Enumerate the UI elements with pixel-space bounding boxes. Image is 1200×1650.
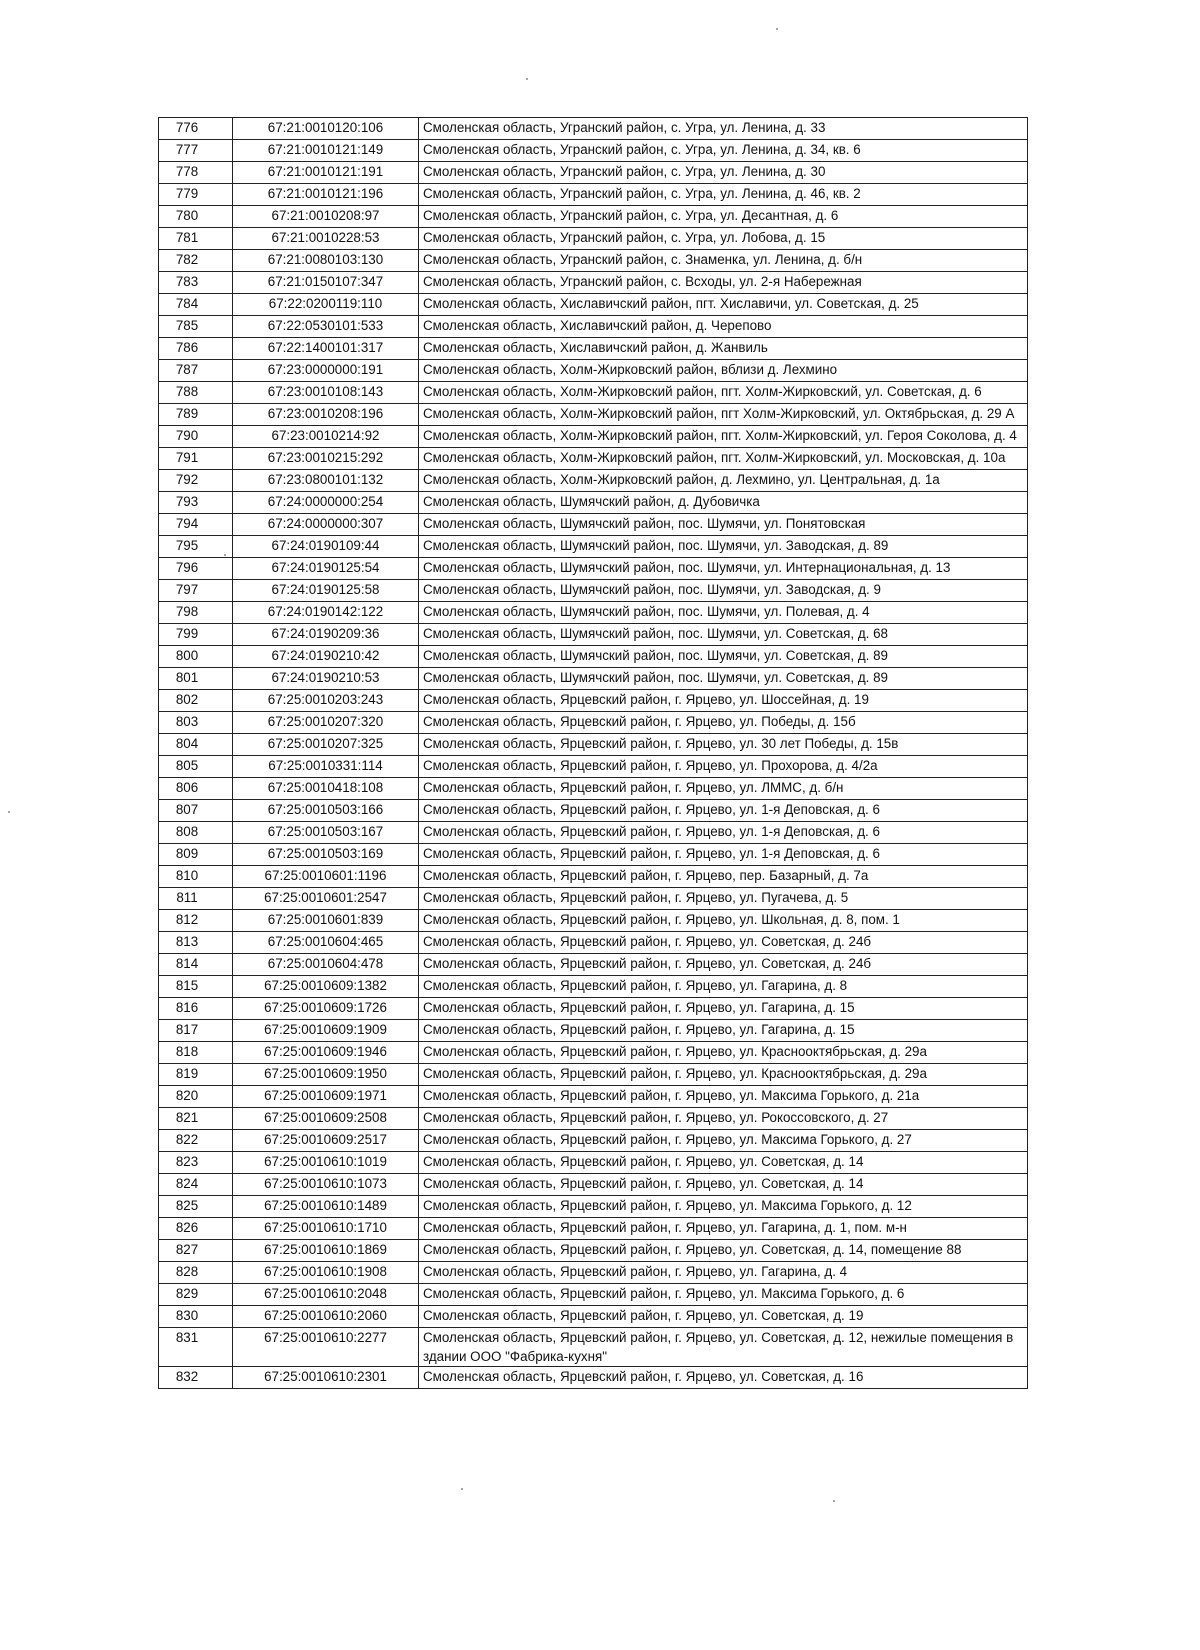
address-cell: Смоленская область, Ярцевский район, г. Ярцево, ул. Советская, д. 14 <box>419 1152 1028 1174</box>
row-number-cell: 796 <box>159 558 233 580</box>
cadastral-number-cell: 67:25:0010207:320 <box>233 712 419 734</box>
row-number-cell: 825 <box>159 1196 233 1218</box>
cadastral-number-cell: 67:25:0010610:1019 <box>233 1152 419 1174</box>
table-row <box>159 888 1028 910</box>
table-row <box>159 734 1028 756</box>
address-cell: Смоленская область, Ярцевский район, г. Ярцево, ул. Шоссейная, д. 19 <box>419 690 1028 712</box>
table-row <box>159 1086 1028 1108</box>
cadastral-number-cell: 67:21:0010121:191 <box>233 162 419 184</box>
table-row <box>159 1020 1028 1042</box>
cadastral-number-cell: 67:21:0010228:53 <box>233 228 419 250</box>
table-row <box>159 602 1028 624</box>
cadastral-number-cell: 67:25:0010503:166 <box>233 800 419 822</box>
row-number-cell: 820 <box>159 1086 233 1108</box>
row-number-cell: 776 <box>159 118 233 140</box>
cadastral-number-cell: 67:21:0010121:149 <box>233 140 419 162</box>
cadastral-number-cell: 67:25:0010609:1946 <box>233 1042 419 1064</box>
cadastral-number-cell: 67:21:0080103:130 <box>233 250 419 272</box>
cadastral-number-cell: 67:25:0010609:1382 <box>233 976 419 998</box>
row-number-cell: 830 <box>159 1306 233 1328</box>
row-number-cell: 777 <box>159 140 233 162</box>
row-number-cell: 819 <box>159 1064 233 1086</box>
row-number-cell: 829 <box>159 1284 233 1306</box>
address-cell: Смоленская область, Шумячский район, пос. Шумячи, ул. Советская, д. 68 <box>419 624 1028 646</box>
table-row <box>159 382 1028 404</box>
row-number-cell: 809 <box>159 844 233 866</box>
table-row <box>159 910 1028 932</box>
address-cell: Смоленская область, Угранский район, с. Знаменка, ул. Ленина, д. б/н <box>419 250 1028 272</box>
address-cell: Смоленская область, Шумячский район, пос. Шумячи, ул. Заводская, д. 9 <box>419 580 1028 602</box>
row-number-cell: 827 <box>159 1240 233 1262</box>
address-cell: Смоленская область, Ярцевский район, г. Ярцево, ул. Пугачева, д. 5 <box>419 888 1028 910</box>
row-number-cell: 823 <box>159 1152 233 1174</box>
row-number-cell: 799 <box>159 624 233 646</box>
scan-speck <box>776 28 778 30</box>
address-cell: Смоленская область, Хиславичский район, д. Черепово <box>419 316 1028 338</box>
table-row <box>159 976 1028 998</box>
table-row <box>159 470 1028 492</box>
table-row <box>159 184 1028 206</box>
cadastral-number-cell: 67:25:0010610:1073 <box>233 1174 419 1196</box>
row-number-cell: 814 <box>159 954 233 976</box>
address-cell: Смоленская область, Ярцевский район, г. Ярцево, ул. Гагарина, д. 15 <box>419 1020 1028 1042</box>
address-cell: Смоленская область, Ярцевский район, г. Ярцево, ул. 1-я Деповская, д. 6 <box>419 822 1028 844</box>
table-body <box>159 118 1028 1389</box>
table-row <box>159 800 1028 822</box>
row-number-cell: 781 <box>159 228 233 250</box>
cadastral-number-cell: 67:25:0010610:2301 <box>233 1367 419 1389</box>
row-number-cell: 804 <box>159 734 233 756</box>
table-row <box>159 1284 1028 1306</box>
cadastral-number-cell: 67:21:0010121:196 <box>233 184 419 206</box>
address-cell: Смоленская область, Хиславичский район, пгт. Хиславичи, ул. Советская, д. 25 <box>419 294 1028 316</box>
row-number-cell: 815 <box>159 976 233 998</box>
table-row <box>159 624 1028 646</box>
address-cell: Смоленская область, Хиславичский район, д. Жанвиль <box>419 338 1028 360</box>
cadastral-number-cell: 67:25:0010610:2048 <box>233 1284 419 1306</box>
cadastral-number-cell: 67:25:0010610:2060 <box>233 1306 419 1328</box>
table-row <box>159 954 1028 976</box>
table-row <box>159 1306 1028 1328</box>
row-number-cell: 802 <box>159 690 233 712</box>
address-cell: Смоленская область, Ярцевский район, г. Ярцево, ул. Советская, д. 16 <box>419 1367 1028 1389</box>
row-number-cell: 798 <box>159 602 233 624</box>
row-number-cell: 783 <box>159 272 233 294</box>
table-row <box>159 866 1028 888</box>
row-number-cell: 800 <box>159 646 233 668</box>
cadastral-number-cell: 67:25:0010610:1869 <box>233 1240 419 1262</box>
table-row <box>159 338 1028 360</box>
cadastral-number-cell: 67:25:0010609:2517 <box>233 1130 419 1152</box>
row-number-cell: 812 <box>159 910 233 932</box>
row-number-cell: 788 <box>159 382 233 404</box>
row-number-cell: 786 <box>159 338 233 360</box>
cadastral-number-cell: 67:25:0010609:2508 <box>233 1108 419 1130</box>
cadastral-number-cell: 67:22:0530101:533 <box>233 316 419 338</box>
cadastral-number-cell: 67:25:0010503:167 <box>233 822 419 844</box>
address-cell: Смоленская область, Ярцевский район, г. Ярцево, ул. Гагарина, д. 4 <box>419 1262 1028 1284</box>
address-cell: Смоленская область, Холм-Жирковский район, пгт. Холм-Жирковский, ул. Героя Соколова, д. 4 <box>419 426 1028 448</box>
table-row <box>159 118 1028 140</box>
address-cell: Смоленская область, Шумячский район, д. Дубовичка <box>419 492 1028 514</box>
address-cell: Смоленская область, Ярцевский район, г. Ярцево, ул. Победы, д. 15б <box>419 712 1028 734</box>
table-row <box>159 492 1028 514</box>
cadastral-number-cell: 67:25:0010601:839 <box>233 910 419 932</box>
cadastral-number-cell: 67:23:0010108:143 <box>233 382 419 404</box>
cadastral-number-cell: 67:21:0010120:106 <box>233 118 419 140</box>
cadastral-number-cell: 67:25:0010207:325 <box>233 734 419 756</box>
address-cell: Смоленская область, Ярцевский район, г. Ярцево, ул. Школьная, д. 8, пом. 1 <box>419 910 1028 932</box>
address-cell: Смоленская область, Холм-Жирковский район, вблизи д. Лехмино <box>419 360 1028 382</box>
table-row <box>159 140 1028 162</box>
row-number-cell: 785 <box>159 316 233 338</box>
table-row <box>159 778 1028 800</box>
address-cell: Смоленская область, Шумячский район, пос. Шумячи, ул. Интернациональная, д. 13 <box>419 558 1028 580</box>
row-number-cell: 817 <box>159 1020 233 1042</box>
cadastral-number-cell: 67:25:0010601:1196 <box>233 866 419 888</box>
address-cell: Смоленская область, Холм-Жирковский район, пгт Холм-Жирковский, ул. Октябрьская, д. 29 А <box>419 404 1028 426</box>
table-row <box>159 250 1028 272</box>
cadastral-number-cell: 67:21:0010208:97 <box>233 206 419 228</box>
address-cell: Смоленская область, Ярцевский район, г. Ярцево, ул. 30 лет Победы, д. 15в <box>419 734 1028 756</box>
address-cell: Смоленская область, Холм-Жирковский район, пгт. Холм-Жирковский, ул. Московская, д. 10а <box>419 448 1028 470</box>
table-row <box>159 668 1028 690</box>
address-cell: Смоленская область, Ярцевский район, г. Ярцево, ул. Советская, д. 12, нежилые помещения в здании ООО "Фабрика-кухня" <box>419 1328 1028 1367</box>
address-cell: Смоленская область, Холм-Жирковский район, пгт. Холм-Жирковский, ул. Советская, д. 6 <box>419 382 1028 404</box>
cadastral-number-cell: 67:24:0190142:122 <box>233 602 419 624</box>
cadastral-number-cell: 67:24:0190210:42 <box>233 646 419 668</box>
table-row <box>159 756 1028 778</box>
cadastral-number-cell: 67:24:0000000:307 <box>233 514 419 536</box>
row-number-cell: 824 <box>159 1174 233 1196</box>
row-number-cell: 831 <box>159 1328 233 1367</box>
row-number-cell: 797 <box>159 580 233 602</box>
row-number-cell: 791 <box>159 448 233 470</box>
address-cell: Смоленская область, Ярцевский район, г. Ярцево, ул. Советская, д. 19 <box>419 1306 1028 1328</box>
row-number-cell: 782 <box>159 250 233 272</box>
table-row <box>159 580 1028 602</box>
table-row <box>159 1108 1028 1130</box>
cadastral-number-cell: 67:24:0190125:54 <box>233 558 419 580</box>
row-number-cell: 811 <box>159 888 233 910</box>
cadastral-number-cell: 67:25:0010503:169 <box>233 844 419 866</box>
table-row <box>159 646 1028 668</box>
row-number-cell: 813 <box>159 932 233 954</box>
scan-speck <box>224 554 226 556</box>
address-cell: Смоленская область, Ярцевский район, г. Ярцево, ул. Советская, д. 14 <box>419 1174 1028 1196</box>
address-cell: Смоленская область, Ярцевский район, г. Ярцево, пер. Базарный, д. 7а <box>419 866 1028 888</box>
cadastral-number-cell: 67:25:0010610:1489 <box>233 1196 419 1218</box>
address-cell: Смоленская область, Угранский район, с. Угра, ул. Десантная, д. 6 <box>419 206 1028 228</box>
address-cell: Смоленская область, Ярцевский район, г. Ярцево, ул. Советская, д. 24б <box>419 932 1028 954</box>
address-cell: Смоленская область, Ярцевский район, г. Ярцево, ул. Гагарина, д. 8 <box>419 976 1028 998</box>
cadastral-number-cell: 67:25:0010331:114 <box>233 756 419 778</box>
table-row <box>159 1328 1028 1367</box>
address-cell: Смоленская область, Шумячский район, пос. Шумячи, ул. Понятовская <box>419 514 1028 536</box>
table-row <box>159 1042 1028 1064</box>
property-table <box>158 117 1028 1389</box>
cadastral-number-cell: 67:24:0190210:53 <box>233 668 419 690</box>
row-number-cell: 787 <box>159 360 233 382</box>
address-cell: Смоленская область, Ярцевский район, г. Ярцево, ул. Советская, д. 14, помещение 88 <box>419 1240 1028 1262</box>
row-number-cell: 808 <box>159 822 233 844</box>
table-row <box>159 1130 1028 1152</box>
row-number-cell: 818 <box>159 1042 233 1064</box>
table-row <box>159 1174 1028 1196</box>
row-number-cell: 795 <box>159 536 233 558</box>
cadastral-number-cell: 67:25:0010604:478 <box>233 954 419 976</box>
table-row <box>159 932 1028 954</box>
cadastral-number-cell: 67:24:0000000:254 <box>233 492 419 514</box>
cadastral-number-cell: 67:25:0010601:2547 <box>233 888 419 910</box>
table-row <box>159 162 1028 184</box>
cadastral-number-cell: 67:22:0200119:110 <box>233 294 419 316</box>
row-number-cell: 821 <box>159 1108 233 1130</box>
address-cell: Смоленская область, Ярцевский район, г. Ярцево, ул. Прохорова, д. 4/2а <box>419 756 1028 778</box>
address-cell: Смоленская область, Шумячский район, пос. Шумячи, ул. Советская, д. 89 <box>419 668 1028 690</box>
row-number-cell: 805 <box>159 756 233 778</box>
row-number-cell: 803 <box>159 712 233 734</box>
table-row <box>159 1367 1028 1389</box>
cadastral-number-cell: 67:25:0010609:1909 <box>233 1020 419 1042</box>
cadastral-number-cell: 67:23:0010215:292 <box>233 448 419 470</box>
address-cell: Смоленская область, Угранский район, с. Угра, ул. Ленина, д. 46, кв. 2 <box>419 184 1028 206</box>
table-row <box>159 1218 1028 1240</box>
row-number-cell: 793 <box>159 492 233 514</box>
cadastral-number-cell: 67:21:0150107:347 <box>233 272 419 294</box>
row-number-cell: 784 <box>159 294 233 316</box>
address-cell: Смоленская область, Ярцевский район, г. Ярцево, ул. 1-я Деповская, д. 6 <box>419 800 1028 822</box>
address-cell: Смоленская область, Ярцевский район, г. Ярцево, ул. Максима Горького, д. 21а <box>419 1086 1028 1108</box>
address-cell: Смоленская область, Ярцевский район, г. Ярцево, ул. Максима Горького, д. 6 <box>419 1284 1028 1306</box>
table-row <box>159 536 1028 558</box>
table-row <box>159 822 1028 844</box>
table-row <box>159 1196 1028 1218</box>
row-number-cell: 806 <box>159 778 233 800</box>
address-cell: Смоленская область, Ярцевский район, г. Ярцево, ул. 1-я Деповская, д. 6 <box>419 844 1028 866</box>
row-number-cell: 792 <box>159 470 233 492</box>
table-row <box>159 712 1028 734</box>
row-number-cell: 810 <box>159 866 233 888</box>
row-number-cell: 832 <box>159 1367 233 1389</box>
address-cell: Смоленская область, Шумячский район, пос. Шумячи, ул. Советская, д. 89 <box>419 646 1028 668</box>
address-cell: Смоленская область, Ярцевский район, г. Ярцево, ул. Краснооктябрьская, д. 29а <box>419 1064 1028 1086</box>
cadastral-number-cell: 67:24:0190125:58 <box>233 580 419 602</box>
table-row <box>159 426 1028 448</box>
scan-speck <box>833 1500 835 1502</box>
table-row <box>159 690 1028 712</box>
row-number-cell: 789 <box>159 404 233 426</box>
cadastral-number-cell: 67:22:1400101:317 <box>233 338 419 360</box>
table-row <box>159 294 1028 316</box>
table-row <box>159 1152 1028 1174</box>
cadastral-number-cell: 67:25:0010609:1726 <box>233 998 419 1020</box>
table-row <box>159 558 1028 580</box>
address-cell: Смоленская область, Холм-Жирковский район, д. Лехмино, ул. Центральная, д. 1а <box>419 470 1028 492</box>
cadastral-number-cell: 67:25:0010610:1908 <box>233 1262 419 1284</box>
address-cell: Смоленская область, Угранский район, с. Всходы, ул. 2-я Набережная <box>419 272 1028 294</box>
cadastral-number-cell: 67:25:0010610:2277 <box>233 1328 419 1367</box>
address-cell: Смоленская область, Угранский район, с. Угра, ул. Ленина, д. 30 <box>419 162 1028 184</box>
cadastral-number-cell: 67:25:0010610:1710 <box>233 1218 419 1240</box>
row-number-cell: 778 <box>159 162 233 184</box>
table-row <box>159 998 1028 1020</box>
address-cell: Смоленская область, Ярцевский район, г. Ярцево, ул. Максима Горького, д. 27 <box>419 1130 1028 1152</box>
address-cell: Смоленская область, Ярцевский район, г. Ярцево, ул. Краснооктябрьская, д. 29а <box>419 1042 1028 1064</box>
scan-speck <box>8 811 10 813</box>
table-row <box>159 514 1028 536</box>
row-number-cell: 822 <box>159 1130 233 1152</box>
table-row <box>159 316 1028 338</box>
table-row <box>159 228 1028 250</box>
row-number-cell: 780 <box>159 206 233 228</box>
cadastral-number-cell: 67:24:0190109:44 <box>233 536 419 558</box>
cadastral-number-cell: 67:25:0010604:465 <box>233 932 419 954</box>
address-cell: Смоленская область, Ярцевский район, г. Ярцево, ул. Рокоссовского, д. 27 <box>419 1108 1028 1130</box>
cadastral-number-cell: 67:23:0010214:92 <box>233 426 419 448</box>
table-row <box>159 404 1028 426</box>
address-cell: Смоленская область, Шумячский район, пос. Шумячи, ул. Заводская, д. 89 <box>419 536 1028 558</box>
table-row <box>159 1064 1028 1086</box>
table-row <box>159 448 1028 470</box>
address-cell: Смоленская область, Угранский район, с. Угра, ул. Ленина, д. 34, кв. 6 <box>419 140 1028 162</box>
cadastral-number-cell: 67:25:0010418:108 <box>233 778 419 800</box>
table-row <box>159 206 1028 228</box>
cadastral-number-cell: 67:23:0010208:196 <box>233 404 419 426</box>
address-cell: Смоленская область, Ярцевский район, г. Ярцево, ул. Советская, д. 24б <box>419 954 1028 976</box>
row-number-cell: 801 <box>159 668 233 690</box>
row-number-cell: 790 <box>159 426 233 448</box>
cadastral-number-cell: 67:25:0010203:243 <box>233 690 419 712</box>
address-cell: Смоленская область, Ярцевский район, г. Ярцево, ул. Гагарина, д. 1, пом. м-н <box>419 1218 1028 1240</box>
table-row <box>159 844 1028 866</box>
row-number-cell: 826 <box>159 1218 233 1240</box>
address-cell: Смоленская область, Ярцевский район, г. Ярцево, ул. Гагарина, д. 15 <box>419 998 1028 1020</box>
cadastral-number-cell: 67:25:0010609:1950 <box>233 1064 419 1086</box>
row-number-cell: 779 <box>159 184 233 206</box>
address-cell: Смоленская область, Угранский район, с. Угра, ул. Лобова, д. 15 <box>419 228 1028 250</box>
row-number-cell: 816 <box>159 998 233 1020</box>
scan-speck <box>526 78 528 80</box>
row-number-cell: 828 <box>159 1262 233 1284</box>
cadastral-number-cell: 67:23:0000000:191 <box>233 360 419 382</box>
address-cell: Смоленская область, Угранский район, с. Угра, ул. Ленина, д. 33 <box>419 118 1028 140</box>
table-row <box>159 1240 1028 1262</box>
row-number-cell: 794 <box>159 514 233 536</box>
table-row <box>159 360 1028 382</box>
address-cell: Смоленская область, Ярцевский район, г. Ярцево, ул. ЛММС, д. б/н <box>419 778 1028 800</box>
scan-speck <box>461 1488 463 1490</box>
table-row <box>159 272 1028 294</box>
address-cell: Смоленская область, Ярцевский район, г. Ярцево, ул. Максима Горького, д. 12 <box>419 1196 1028 1218</box>
address-cell: Смоленская область, Шумячский район, пос. Шумячи, ул. Полевая, д. 4 <box>419 602 1028 624</box>
row-number-cell: 807 <box>159 800 233 822</box>
table-row <box>159 1262 1028 1284</box>
cadastral-number-cell: 67:23:0800101:132 <box>233 470 419 492</box>
cadastral-number-cell: 67:24:0190209:36 <box>233 624 419 646</box>
cadastral-number-cell: 67:25:0010609:1971 <box>233 1086 419 1108</box>
